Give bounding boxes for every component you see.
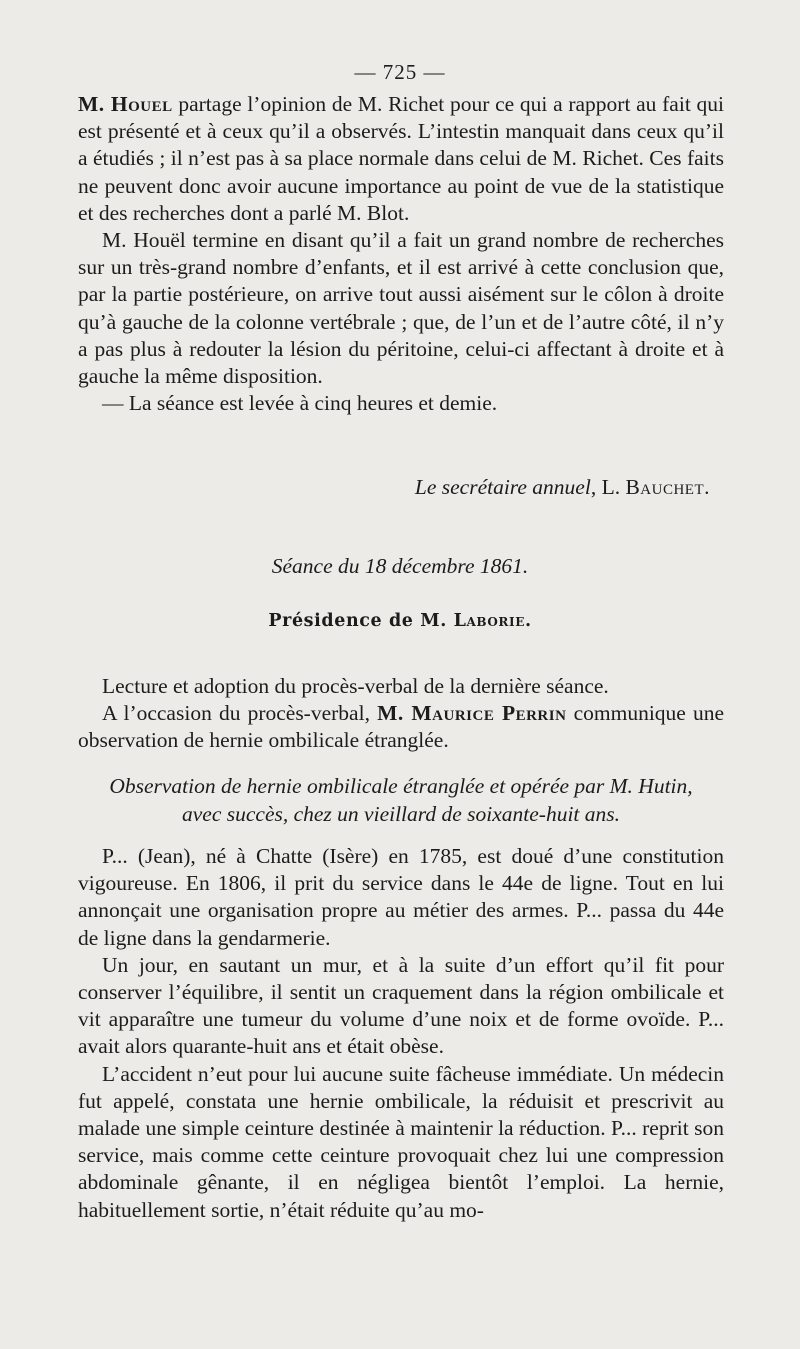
paragraph-text: partage l’opinion de M. Richet pour ce qui a rapport au fait qui est présenté et à ceux qu’il a observés. L’intestin manquait dans ceux qu’il a étudiés ; il n’est pas à sa place normale dans celui de M. Richet. Ces faits ne peuvent donc avoir aucune importance au point de vue de la statistique et des recherches dont a parlé M. Blot. bbox=[78, 92, 724, 225]
paragraph-minutes-adoption: Lecture et adoption du procès-verbal de la dernière séance. bbox=[102, 674, 609, 698]
seance-heading: Séance du 18 décembre 1861. bbox=[271, 554, 529, 578]
paragraph-seance-close: — La séance est levée à cinq heures et demie. bbox=[102, 391, 498, 416]
signature-sep: , L. bbox=[590, 475, 626, 499]
page-number: — 725 — bbox=[354, 60, 446, 84]
presidence-prefix: Présidence de bbox=[268, 611, 421, 631]
paragraph-perrin-communication bbox=[78, 700, 724, 754]
signature-name: Bauchet. bbox=[625, 475, 710, 499]
paragraph-treatment: L’accident n’eut pour lui aucune suite fâcheuse immédiate. Un médecin fut appelé, constata une hernie ombilicale, la réduisit et prescrivit au malade une simple ceinture destinée à maintenir la réduction. P... reprit son service, mais comme cette ceinture provoquait chez lui une compression abdominale gênante, il en négligea bientôt l’emploi. La hernie, habituellement sortie, n’était réduite qu’au mo- bbox=[78, 1061, 724, 1222]
signature-role: Le secrétaire annuel bbox=[414, 475, 591, 499]
observation-title-line1: Observation de hernie ombilicale étranglée et opérée par M. Hutin, bbox=[109, 774, 693, 798]
president-name: M. Laborie. bbox=[420, 611, 532, 631]
perrin-after: communique une observation de hernie ombilicale étranglée. bbox=[78, 701, 725, 753]
observation-title bbox=[78, 773, 724, 828]
paragraph-hernia-onset: Un jour, en sautant un mur, et à la suite d’un effort qu’il fit pour conserver l’équilibre, il sentit un craquement dans la région ombilicale et vit apparaître une tumeur du volume d’une noix et de forme ovoïde. P... avait alors quarante-huit ans et était obèse. bbox=[78, 952, 724, 1059]
observation-block bbox=[78, 843, 724, 1224]
paragraph-patient-history: P... (Jean), né à Chatte (Isère) en 1785, est doué d’une constitution vigoureuse. En 1806, il prit du service dans le 44e de ligne. Tout en lui annonçait une organisation propre au métier des armes. P... passa du 44e de ligne dans la gendarmerie. bbox=[78, 844, 724, 950]
perrin-before: A l’occasion du procès-verbal, bbox=[102, 701, 378, 726]
paragraph-houel-conclusion: M. Houël termine en disant qu’il a fait un grand nombre de recherches sur un très-grand nombre d’enfants, et il est arrivé à cette conclusion que, par la partie postérieure, on arrive tout aussi aisément sur le côlon à droite qu’à gauche de la colonne vertébrale ; que, de l’un et de l’autre côté, il n’y a pas plus à redouter la lésion du péritoine, celui-ci affectant à droite et à gauche la même disposition. bbox=[78, 228, 724, 389]
paragraph-houel-opinion bbox=[78, 91, 724, 227]
presidence-heading bbox=[0, 608, 800, 635]
minutes-block bbox=[78, 673, 724, 755]
secretary-signature bbox=[415, 474, 710, 501]
observation-title-line2: avec succès, chez un vieillard de soixante-huit ans. bbox=[181, 801, 621, 826]
discussion-block bbox=[78, 91, 724, 417]
speaker-name: M. Houel bbox=[78, 92, 173, 116]
communicator-name: M. Maurice Perrin bbox=[377, 701, 567, 726]
